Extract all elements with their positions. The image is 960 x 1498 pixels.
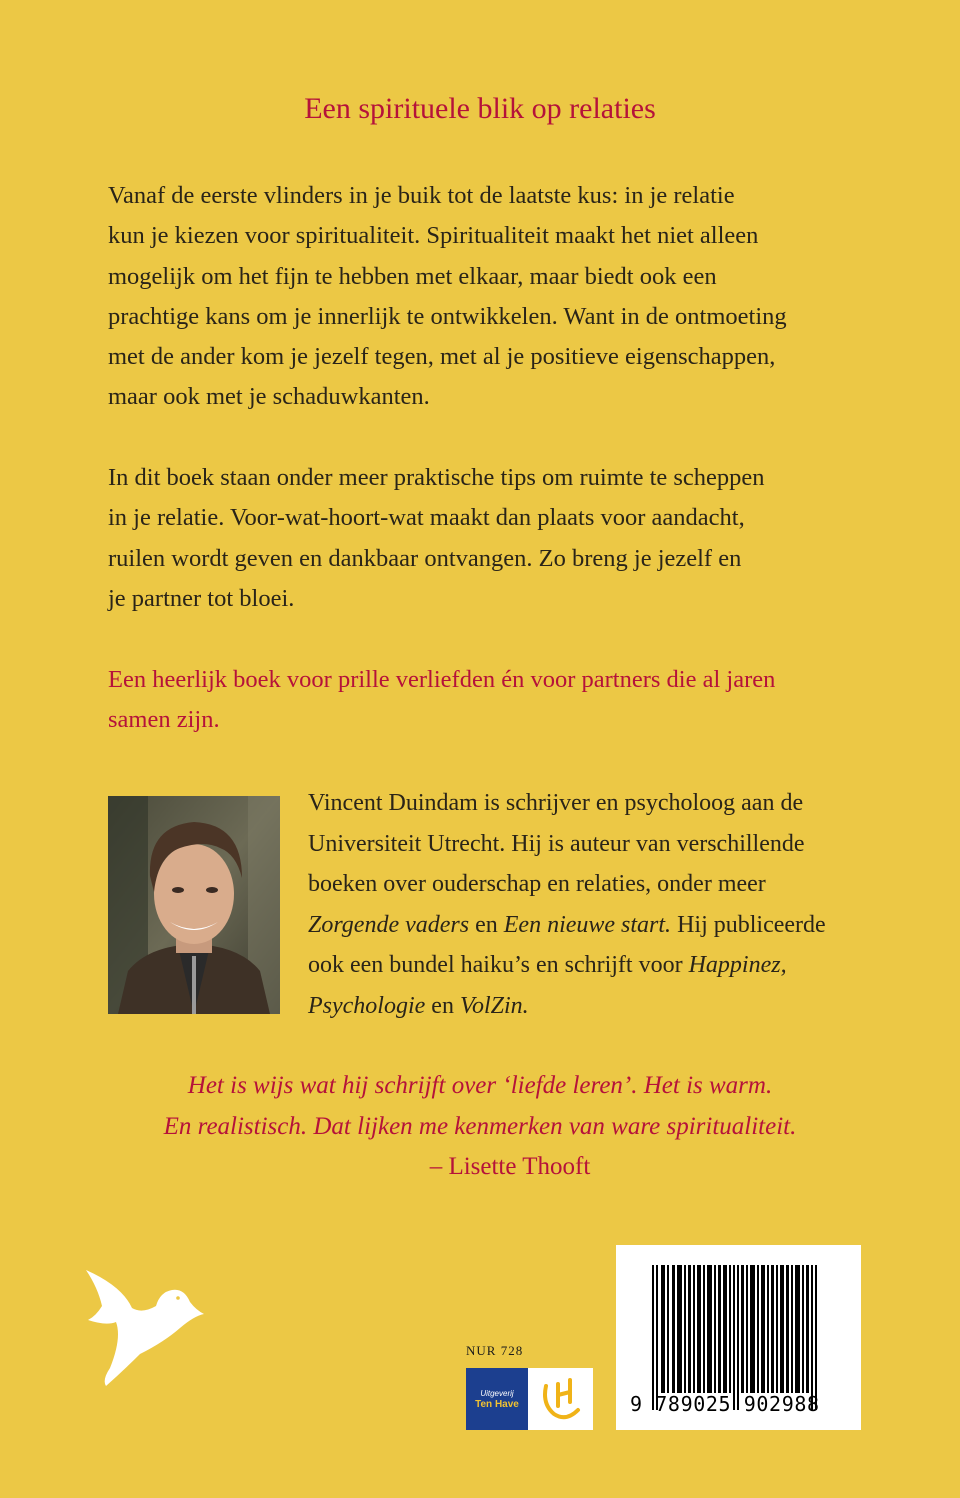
- ten-have-logo-icon: [528, 1368, 593, 1430]
- quote-line-1: Het is wijs wat hij schrijft over ‘liefde leren’. Het is warm.: [187, 1072, 773, 1099]
- publisher-name: Ten Have: [475, 1399, 519, 1410]
- publisher-logo: [466, 1368, 593, 1430]
- paragraph-intro: Vanaf de eerste vlinders in je buik tot de laatste kus: in je relatie kun je kiezen voor spiritualiteit. Spiritualiteit maakt het niet alleen mogelijk om het fijn te hebben met elkaar, maar biedt ook een prachtige kans om je innerlijk te ontwikkelen. Want in de ontmoeting met de ander kom je jezelf tegen, met al je positieve eigenschappen, maar ook met je schaduwkanten.: [108, 182, 787, 411]
- author-bio: Vincent Duindam is schrijver en psycholoog aan de Universiteit Utrecht. Hij is auteur van verschillende boeken over ouderschap en relaties, onder meer Zorgende vaders en Een nieuwe start. Hij publiceerde ook een bundel haiku’s en schrijft voor Happinez, Psychologie en VolZin.: [308, 790, 826, 1019]
- paragraph-highlight: Een heerlijk boek voor prille verliefden én voor partners die al jaren samen zijn.: [108, 666, 776, 734]
- barcode: [616, 1245, 861, 1430]
- quote-attribution: – Lisette Thooft: [429, 1153, 591, 1180]
- publisher-prefix: Uitgeverij: [480, 1389, 514, 1398]
- quote-line-2: En realistisch. Dat lijken me kenmerken van ware spiritualiteit.: [163, 1112, 797, 1140]
- isbn-number: 9 789025 902988: [630, 1392, 820, 1416]
- nur-code: NUR 728: [466, 1343, 524, 1358]
- section-heading: Een spirituele blik op relaties: [304, 92, 656, 125]
- review-quote: [0, 1066, 960, 1188]
- dove-icon: [80, 1258, 215, 1388]
- author-photo: [108, 796, 280, 1014]
- publisher-name-block: [466, 1368, 528, 1430]
- paragraph-tips: In dit boek staan onder meer praktische tips om ruimte te scheppen in je relatie. Voor-wat-hoort-wat maakt dan plaats voor aandacht, ruilen wordt geven en dankbaar ontvangen. Zo breng je jezelf en je partner tot bloei.: [108, 464, 765, 612]
